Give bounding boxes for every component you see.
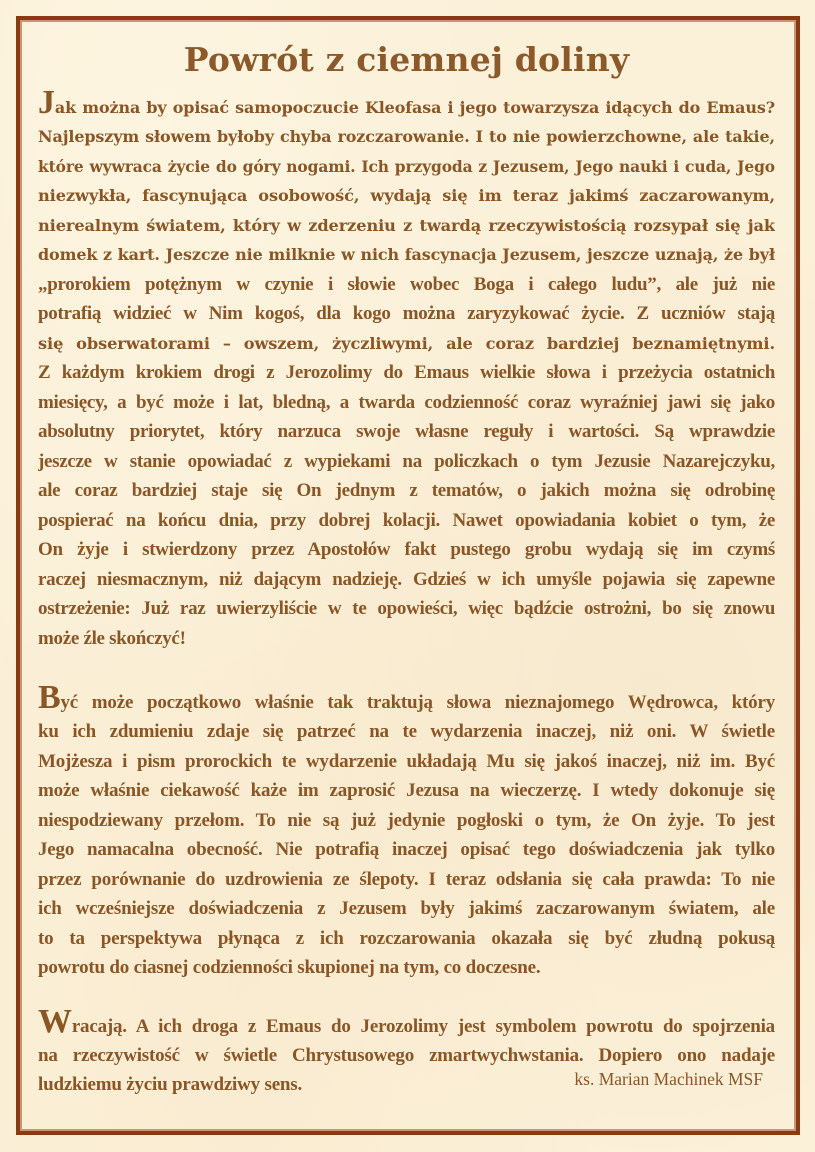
paragraph-line: powrotu do ciasnej codzienności skupionej na tym, co doczesne. <box>38 957 541 978</box>
drop-cap: B <box>38 681 61 716</box>
paragraph-line: jeszcze w stanie opowiadać z wypiekami na policzkach o tym Jezusie Nazarejczyku, <box>38 450 775 472</box>
author-signature: ks. Marian Machinek MSF <box>574 1069 763 1089</box>
paragraph-line: Mojżesza i pism prorockich te wydarzenie układają Mu się jakoś inaczej, niż im. Być <box>38 750 775 772</box>
drop-cap: W <box>38 1004 72 1040</box>
paragraph-line: pospierać na końcu dnia, przy dobrej kolacji. Nawet opowiadania kobiet o tym, że <box>38 509 775 531</box>
paragraph-line <box>38 681 775 717</box>
paragraph-line: ku ich zdumieniu zdaje się patrzeć na te wydarzenia inaczej, niż oni. W świetle <box>38 721 775 742</box>
paragraph-line: Z każdym krokiem drogi z Jerozolimy do Emaus wielkie słowa i przeżycia ostatnich <box>38 362 775 383</box>
paragraph-line: „prorokiem potężnym w czynie i słowie wobec Boga i całego ludu”, ale już nie <box>38 273 775 295</box>
paragraph-2 <box>38 681 775 983</box>
paragraph-line: absolutny priorytet, który narzuca swoje własne reguły i wartości. Są wprawdzie <box>38 421 775 442</box>
paragraph-line: ostrzeżenie: Już raz uwierzyliście w te opowieści, więc bądźcie ostrożni, bo się znowu <box>38 598 775 619</box>
paragraph-line <box>38 86 775 122</box>
line-text: racają. A ich droga z Emaus do Jerozolimy jest symbolem powrotu do spojrzenia <box>71 1015 775 1037</box>
line-text: yć może początkowo właśnie tak traktują słowa nieznajomego Wędrowca, który <box>60 692 775 713</box>
document-page <box>38 38 775 1100</box>
paragraph-line: potrafią widzieć w Nim kogoś, dla kogo można zaryzykować życie. Z uczniów stają <box>38 303 775 324</box>
paragraph-line: może źle skończyć! <box>38 627 186 649</box>
paragraph-line: nierealnym światem, który w zderzeniu z twardą rzeczywistością rozsypał się jak <box>38 215 775 235</box>
document-title: Powrót z ciemnej doliny <box>183 40 630 79</box>
paragraph-line <box>38 1005 775 1041</box>
paragraph-line: które wywraca życie do góry nogami. Ich przygoda z Jezusem, Jego nauki i cuda, Jego <box>38 156 775 176</box>
paragraph-line: ale coraz bardziej staje się On jednym z tematów, o jakich można się odrobinę <box>38 480 775 501</box>
line-text: ak można by opisać samopoczucie Kleofasa i jego towarzysza idących do Emaus? <box>54 98 775 117</box>
paragraph-line: On żyje i stwierdzony przez Apostołów fakt pustego grobu wydają się im czymś <box>38 539 775 560</box>
paragraph-line: raczej niesmacznym, niż dającym nadzieję. Gdzieś w ich umyśle pojawia się zapewne <box>38 568 775 590</box>
paragraph-line: ludzkiemu życiu prawdziwy sens. <box>38 1074 303 1095</box>
paragraph-line: ich wcześniejsze doświadczenia z Jezusem były jakimś zaczarowanym światem, ale <box>38 898 775 919</box>
paragraph-line: to ta perspektywa płynąca z ich rozczarowania okazała się być złudną pokusą <box>38 927 775 949</box>
paragraph-line: miesięcy, a być może i lat, bledną, a twarda codzienność coraz wyraźniej jawi się jako <box>38 391 775 413</box>
paragraph-line: Jego namacalna obecność. Nie potrafią inaczej opisać tego doświadczenia jak tylko <box>38 839 775 860</box>
drop-cap: J <box>38 86 55 121</box>
paragraph-1 <box>38 86 775 653</box>
paragraph-line: niezwykła, fascynująca osobowość, wydają się im teraz jakimś zaczarowanym, <box>38 186 775 205</box>
paragraph-line: na rzeczywistość w świetle Chrystusowego zmartwychwstania. Dopiero ono nadaje <box>38 1044 775 1066</box>
paragraph-line: przez porównanie do uzdrowienia ze ślepoty. I teraz odsłania się cała prawda: To nie <box>38 868 775 890</box>
paragraph-line: może właśnie ciekawość każe im zaprosić Jezusa na wieczerzę. I wtedy dokonuje się <box>38 780 775 801</box>
paragraph-line: Najlepszym słowem byłoby chyba rozczarowanie. I to nie powierzchowne, ale takie, <box>38 127 775 146</box>
paragraph-line: się obserwatorami – owszem, życzliwymi, ale coraz bardziej beznamiętnymi. <box>38 333 775 353</box>
paragraph-line: domek z kart. Jeszcze nie milknie w nich fascynacja Jezusem, jeszcze uznają, że był <box>38 245 775 264</box>
paragraph-line: niespodziewany przełom. To nie są już jedynie pogłoski o tym, że On żyje. To jest <box>38 809 775 831</box>
